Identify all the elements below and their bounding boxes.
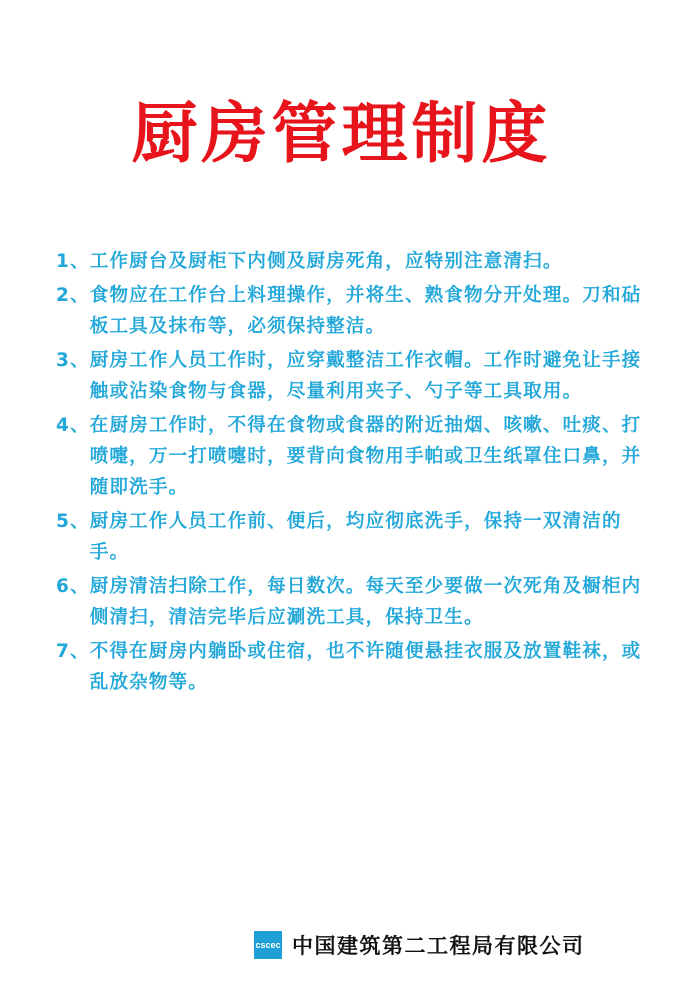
logo-text: cscec xyxy=(255,940,281,950)
rule-text: 厨房清洁扫除工作，每日数次。每天至少要做一次死角及橱柜内侧清扫，清洁完毕后应涮洗工具，保持卫生。 xyxy=(89,576,642,628)
company-footer xyxy=(254,930,585,960)
rule-number: 3、 xyxy=(56,350,90,371)
rule-number: 5、 xyxy=(56,511,90,532)
rule-number: 2、 xyxy=(56,285,90,306)
rule-item-3 xyxy=(56,345,656,407)
rule-item-4 xyxy=(56,410,656,503)
rule-number: 1、 xyxy=(56,251,90,272)
rule-text: 不得在厨房内躺卧或住宿，也不许随便悬挂衣服及放置鞋袜，或乱放杂物等。 xyxy=(89,641,642,693)
rule-text: 厨房工作人员工作时，应穿戴整洁工作衣帽。工作时避免让手接触或沾染食物与食器，尽量利用夹子、勺子等工具取用。 xyxy=(89,350,642,402)
company-name: 中国建筑第二工程局有限公司 xyxy=(292,934,585,958)
page-title: 厨房管理制度 xyxy=(131,95,552,172)
rules-list xyxy=(56,246,656,701)
rule-number: 6、 xyxy=(56,576,90,597)
company-logo-icon xyxy=(254,931,282,959)
rule-item-1 xyxy=(56,246,656,277)
rule-text: 厨房工作人员工作前、便后，均应彻底洗手，保持一双清洁的手。 xyxy=(89,511,622,563)
rule-item-5 xyxy=(56,506,656,568)
rule-number: 7、 xyxy=(56,641,90,662)
rule-text: 食物应在工作台上料理操作，并将生、熟食物分开处理。刀和砧板工具及抹布等，必须保持整洁。 xyxy=(89,285,642,337)
rule-item-6 xyxy=(56,571,656,633)
rule-text: 工作厨台及厨柜下内侧及厨房死角，应特别注意清扫。 xyxy=(89,251,563,272)
rule-text: 在厨房工作时，不得在食物或食器的附近抽烟、咳嗽、吐痰、打喷嚏，万一打喷嚏时，要背向食物用手帕或卫生纸罩住口鼻，并随即洗手。 xyxy=(89,415,642,498)
rule-item-2 xyxy=(56,280,656,342)
rule-item-7 xyxy=(56,636,656,698)
rule-number: 4、 xyxy=(56,415,90,436)
